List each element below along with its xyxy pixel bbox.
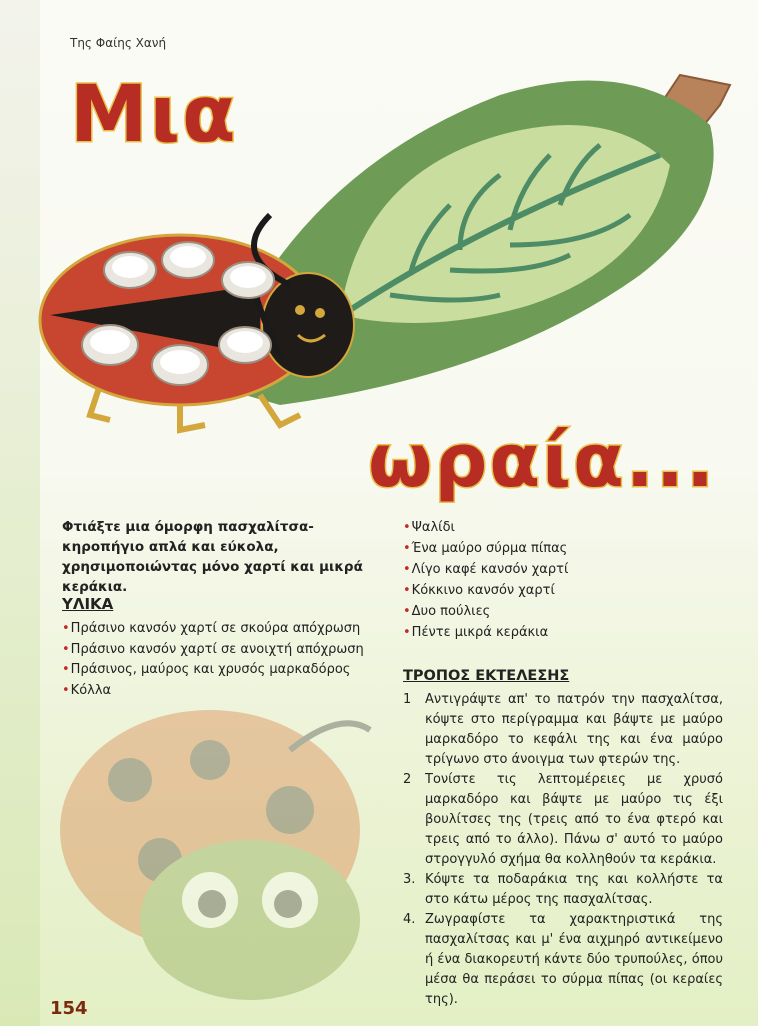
list-item: •Πράσινο κανσόν χαρτί σε ανοιχτή απόχρωση (62, 641, 364, 657)
list-item: •Κόκκινο κανσόν χαρτί (403, 583, 555, 598)
list-item: •Ένα μαύρο σύρμα πίπας (403, 541, 568, 556)
materials-list-left (62, 619, 382, 701)
list-item: •Ψαλίδι (403, 520, 455, 535)
list-item: •Πράσινο κανσόν χαρτί σε σκούρα απόχρωση (62, 621, 361, 636)
page-number: 154 (50, 998, 88, 1019)
step-item: 1 Αντιγράψτε απ' το πατρόν την πασχαλίτσα, κόψτε στο περίγραμμα και βάψτε με μαύρο μαρκαδόρο το κεφάλι της και ένα μαύρο τρίγωνο στο άνοιγμα των φτερών της. (403, 692, 723, 767)
intro-paragraph: Φτιάξτε μια όμορφη πασχαλίτσα-κηροπήγιο απλά και εύκολα, χρησιμοποιώντας μόνο χαρτί και μικρά κεράκια. (62, 519, 363, 595)
step-item: 2 Τονίστε τις λεπτομέρειες με χρυσό μαρκαδόρο και βάψτε με μαύρο τις έξι βουλίτσες της (τρεις από το ένα φτερό και τρεις από το άλλο). Πάνω σ' αυτό το μαύρο στρογγυλό σχήμα θα κολληθούν τα κεράκια. (403, 772, 723, 867)
materials-list-right (403, 517, 723, 643)
method-heading: ΤΡΟΠΟΣ ΕΚΤΕΛΕΣΗΣ (403, 668, 570, 684)
list-item: •Δυο πούλιες (403, 604, 491, 619)
faded-ladybug-illustration (40, 690, 380, 1010)
materials-heading: ΥΛΙΚΑ (62, 595, 114, 613)
title-line-2: ωραία... (368, 418, 717, 504)
list-item: •Λίγο καφέ κανσόν χαρτί (403, 562, 569, 577)
step-item: 4. Ζωγραφίστε τα χαρακτηριστικά της πασχαλίτσας και μ' ένα αιχμηρό αντικείμενο ή ένα διακορευτή κάντε δύο τρυπούλες, όπου μέσα θα περάσει το σύρμα πίπας (οι κεραίες της). (403, 912, 723, 1007)
list-item: •Κόλλα (62, 682, 112, 698)
list-item: •Πράσινος, μαύρος και χρυσός μαρκαδόρος (62, 662, 351, 677)
title-line-1: Μια (70, 70, 238, 160)
step-item: 3. Κόψτε τα ποδαράκια της και κολλήστε τα στο κάτω μέρος της πασχαλίτσας. (403, 872, 723, 907)
method-steps (403, 690, 723, 1010)
author-byline: Της Φαίης Χανή (70, 36, 167, 50)
list-item: •Πέντε μικρά κεράκια (403, 625, 549, 640)
